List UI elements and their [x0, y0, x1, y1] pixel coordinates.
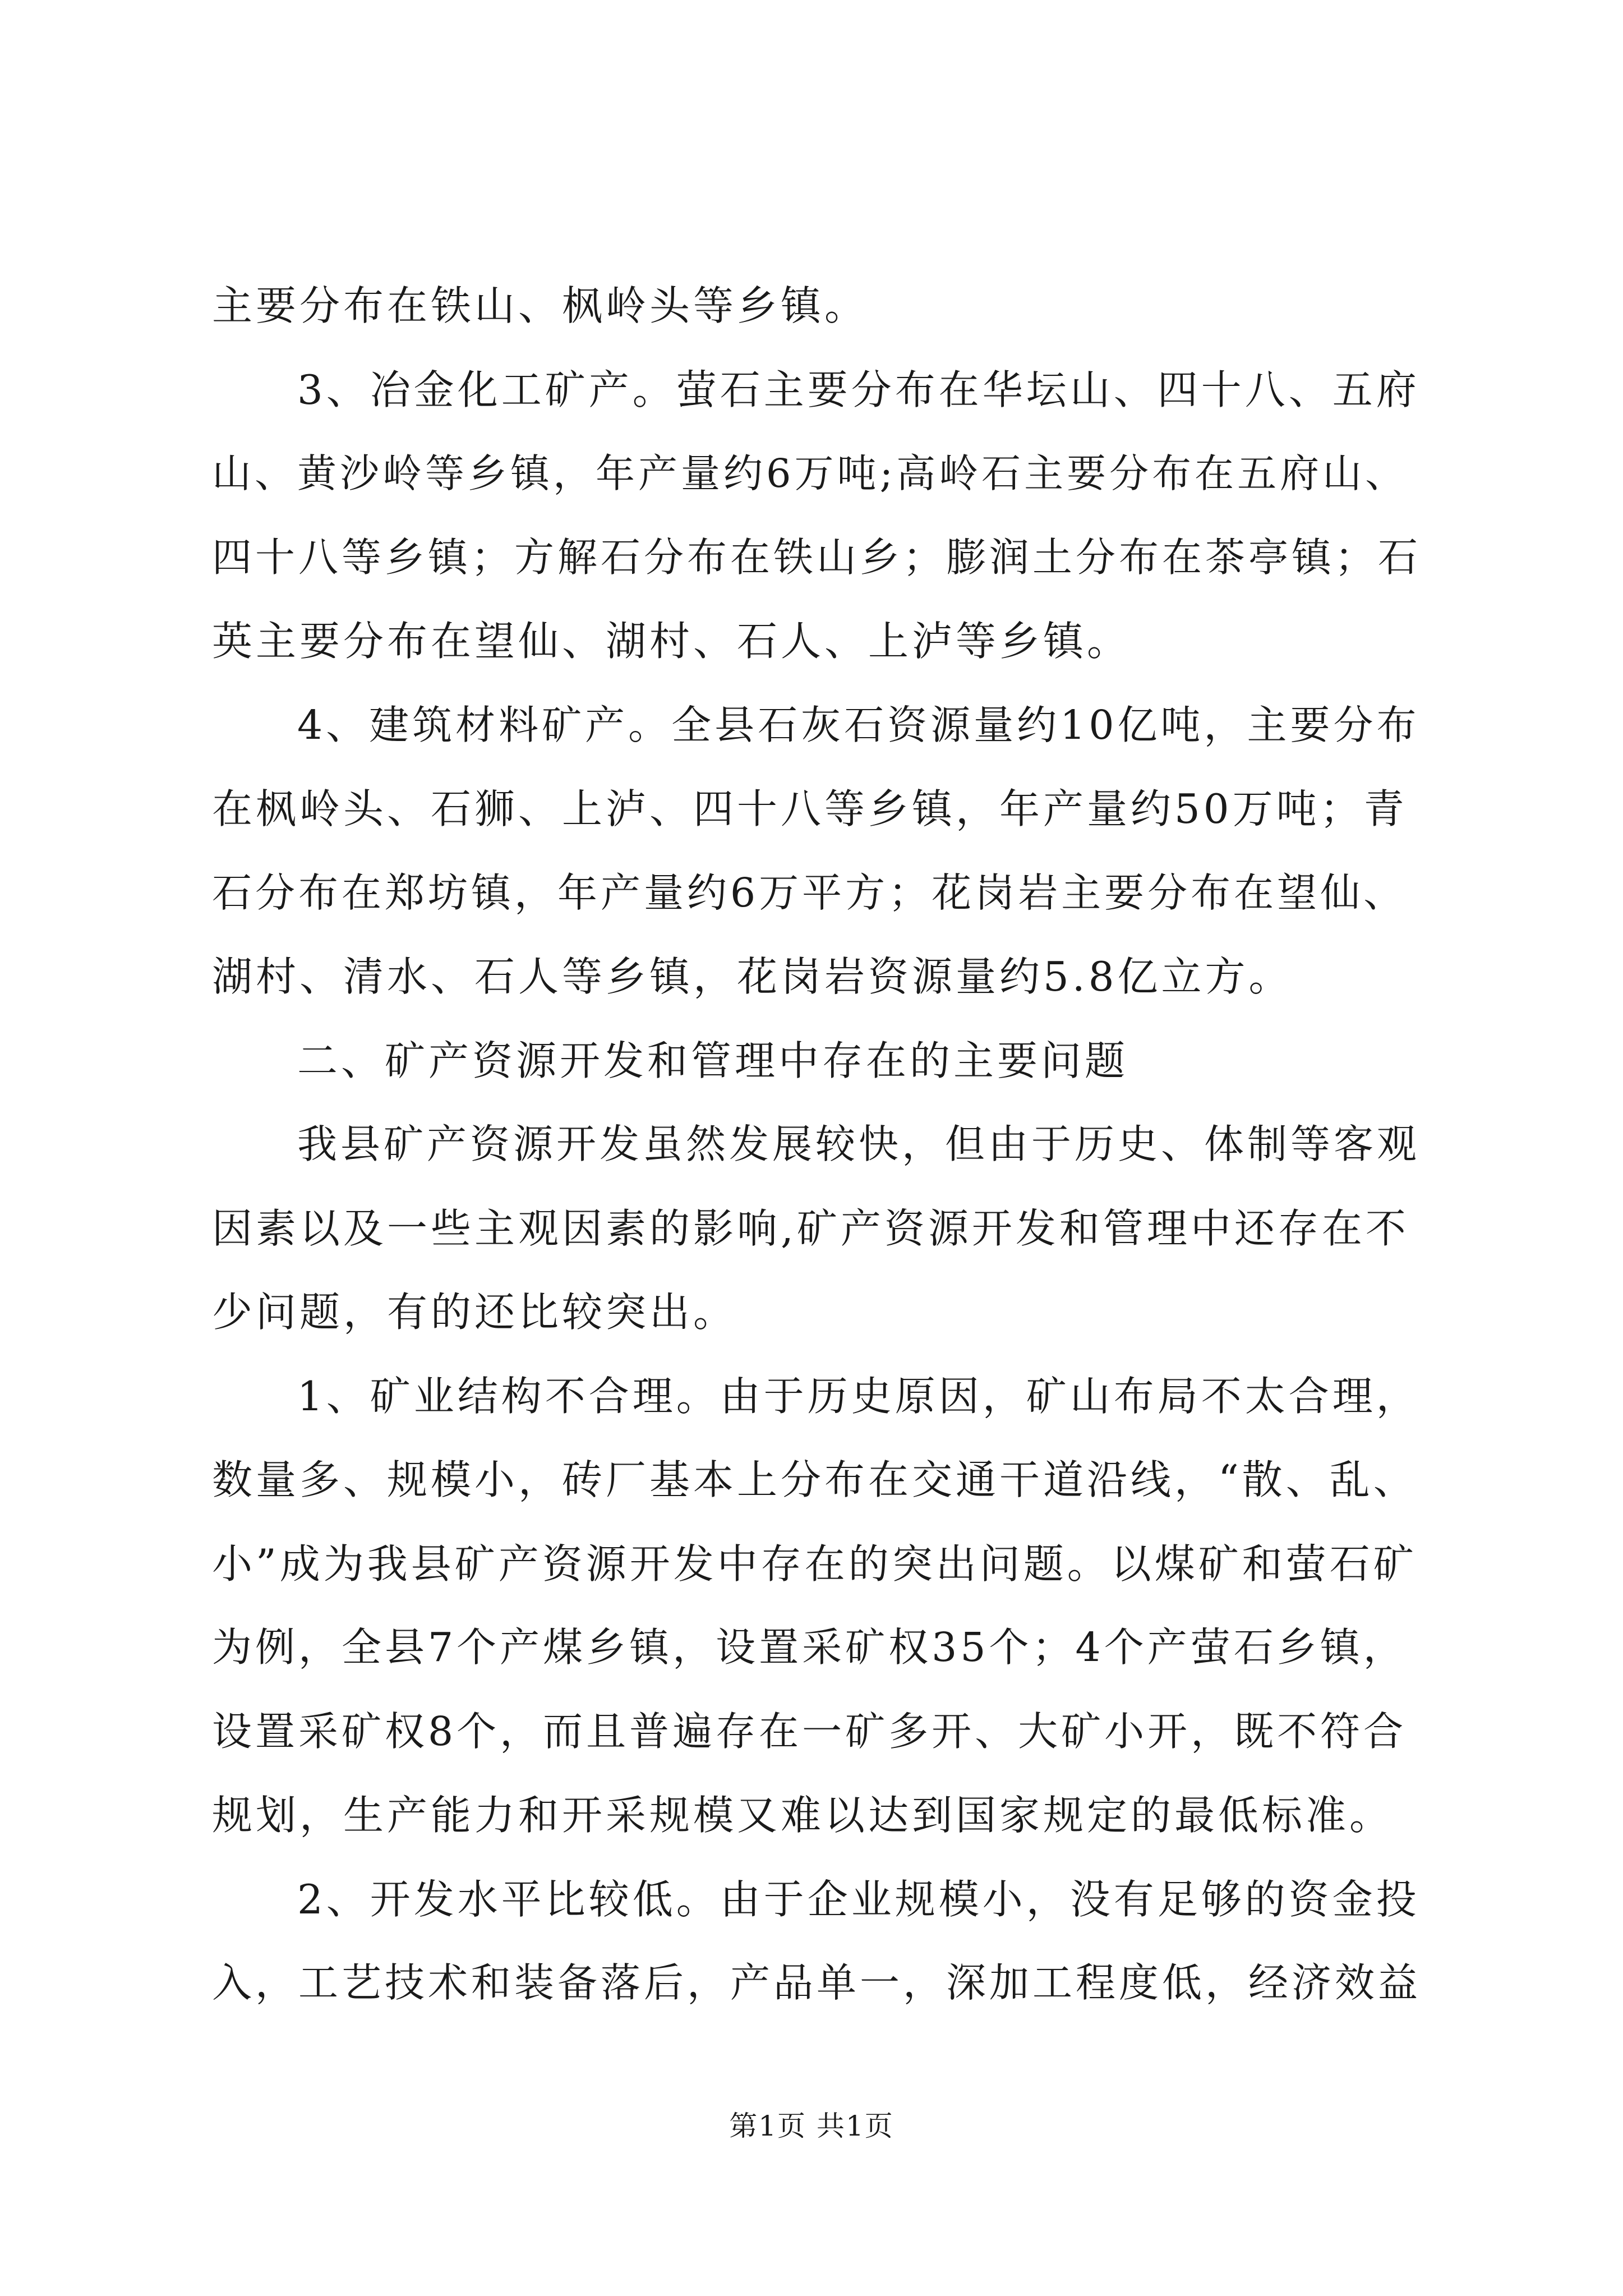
section-heading: 二、矿产资源开发和管理中存在的主要问题	[297, 1037, 1129, 1084]
page-footer: 第1页 共1页	[729, 2110, 894, 2142]
text-line-17: 为例，全县7个产煤乡镇，设置采矿权35个；4个产萤石乡镇，	[212, 1624, 1407, 1671]
text-line-20: 2、开发水平比较低。由于企业规模小，没有足够的资金投	[297, 1876, 1420, 1923]
text-line-21: 入，工艺技术和装备落后，产品单一，深加工程度低，经济效益	[212, 1959, 1422, 2006]
text-line-5: 英主要分布在望仙、湖村、石人、上泸等乡镇。	[212, 618, 1131, 665]
text-line-2: 3、冶金化工矿产。萤石主要分布在华坛山、四十八、五府	[297, 366, 1420, 413]
text-line-14: 1、矿业结构不合理。由于历史原因，矿山布局不太合理，	[297, 1373, 1420, 1420]
text-line-3: 山、黄沙岭等乡镇，年产量约6万吨;高岭石主要分布在五府山、	[212, 450, 1408, 496]
text-line-13: 少问题，有的还比较突出。	[212, 1289, 737, 1336]
text-line-7: 在枫岭头、石狮、上泸、四十八等乡镇，年产量约50万吨；青	[212, 785, 1408, 832]
text-line-9: 湖村、清水、石人等乡镇，花岗岩资源量约5.8亿立方。	[212, 953, 1293, 1000]
text-line-1: 主要分布在铁山、枫岭头等乡镇。	[212, 282, 869, 329]
text-line-4: 四十八等乡镇；方解石分布在铁山乡；膨润土分布在茶亭镇；石	[212, 534, 1422, 581]
text-line-8: 石分布在郑坊镇，年产量约6万平方；花岗岩主要分布在望仙、	[212, 869, 1407, 916]
text-line-19: 规划，生产能力和开采规模又难以达到国家规定的最低标准。	[212, 1792, 1394, 1839]
text-line-12: 因素以及一些主观因素的影响,矿产资源开发和管理中还存在不	[212, 1205, 1409, 1252]
text-line-11: 我县矿产资源开发虽然发展较快，但由于历史、体制等客观	[297, 1121, 1421, 1167]
text-line-16: 小”成为我县矿产资源开发中存在的突出问题。以煤矿和萤石矿	[212, 1540, 1417, 1588]
text-line-18: 设置采矿权8个，而且普遍存在一矿多开、大矿小开，既不符合	[212, 1708, 1407, 1755]
text-line-15: 数量多、规模小，砖厂基本上分布在交通干道沿线，“散、乱、	[212, 1456, 1417, 1503]
text-line-6: 4、建筑材料矿产。全县石灰石资源量约10亿吨，主要分布	[297, 702, 1420, 748]
